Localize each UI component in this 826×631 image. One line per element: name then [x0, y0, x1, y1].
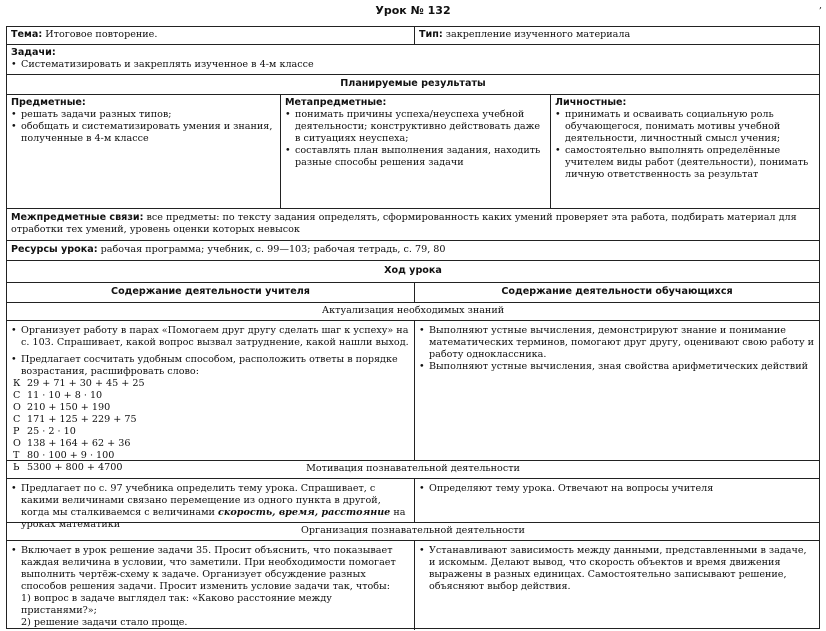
results-meta-label: Метапредметные: [285, 97, 387, 108]
expression-text: 25 · 2 · 10 [27, 426, 76, 437]
stage2-teacher-text-b: на уроках математики [21, 507, 406, 530]
stage3-students-item: • Устанавливают зависимость между данными, представленными в задаче, и искомым. Делают вывод, что скорость объектов и время движения выражены в разных единицах. Самостоятельно записывают решение, объясняют выбор действия. [419, 545, 815, 593]
course-header: Ход урока [384, 265, 442, 276]
results-subject-label: Предметные: [11, 97, 86, 108]
expression-text: 29 + 71 + 30 + 45 + 25 [27, 378, 145, 389]
stage3-teacher-cell [7, 541, 415, 630]
stage3-title-row [7, 523, 819, 541]
columns-header-row [7, 283, 819, 303]
teacher-column-header: Содержание деятельности учителя [7, 283, 415, 302]
topic-value: Итоговое повторение. [45, 29, 158, 40]
links-text: все предметы: по тексту задания определять, сформированность каких умений проверяет эта работа, подбирать материал для отработки тех умений, уровень оценки которых невысок [11, 212, 797, 235]
expression-list [11, 378, 410, 474]
stage3-row [7, 541, 819, 630]
expression-letter: Р [13, 426, 20, 437]
expression-letter: Ь [13, 462, 20, 473]
stage1-teacher-item: • Организует работу в парах «Помогаем друг другу сделать шаг к успеху» на с. 103. Спрашивает, какой вопрос вызвал затруднение, какой нашли выход. [11, 325, 410, 349]
expression-letter: К [13, 378, 21, 389]
results-meta-item: • составлять план выполнения задания, находить разные способы решения задачи [285, 145, 546, 169]
stage3-teacher-list-item: 2) решение задачи стало проще. [21, 617, 188, 628]
resources-cell [7, 241, 819, 260]
tasks-cell [7, 45, 819, 74]
expression-letter: С [13, 390, 21, 401]
expression-text: 171 + 125 + 229 + 75 [27, 414, 137, 425]
students-column-header: Содержание деятельности обучающихся [501, 286, 733, 297]
topic-row [7, 27, 819, 45]
stage1-students-item: • Выполняют устные вычисления, демонстрируют знание и понимание математических терминов, помогают друг другу, оценивают свою работу и работу одноклассника. [419, 325, 815, 361]
expression-row [11, 414, 410, 426]
stage2-title: Мотивация познавательной деятельности [306, 463, 520, 474]
results-subject-cell [7, 95, 281, 208]
results-meta-item: • понимать причины успеха/неуспеха учебной деятельности; конструктивно действовать даже в ситуациях неуспеха; [285, 109, 546, 145]
results-personal-cell [551, 95, 819, 208]
stage1-teacher-item: • Предлагает сосчитать удобным способом, расположить ответы в порядке возрастания, расшифровать слово: [11, 354, 410, 378]
expression-letter: С [13, 414, 21, 425]
results-personal-label: Личностные: [555, 97, 627, 108]
results-header-row [7, 75, 819, 95]
resources-row [7, 241, 819, 261]
results-header: Планируемые результаты [340, 78, 486, 89]
stage1-title-row [7, 303, 819, 321]
course-header-row [7, 261, 819, 283]
stage2-teacher-text-a: Предлагает по с. 97 учебника определить тему урока. Спрашивает, с какими величинами связано перемещение из одного пункта в другой, когда мы сталкиваемся с величинами [21, 483, 381, 518]
links-label: Межпредметные связи: [11, 212, 144, 223]
results-personal-item: • самостоятельно выполнять определённые учителем виды работ (деятельности), понимать личную ответственность за результат [555, 145, 815, 181]
stage3-students-cell [415, 541, 819, 630]
stage2-teacher-cell [7, 479, 415, 530]
stage1-teacher-cell [7, 321, 415, 473]
lesson-plan-table [6, 26, 820, 629]
expression-letter: Т [13, 450, 20, 461]
tasks-label: Задачи: [11, 47, 56, 58]
expression-row [11, 426, 410, 438]
results-personal-item: • принимать и осваивать социальную роль обучающегося, понимать мотивы учебной деятельности, личностный смысл учения; [555, 109, 815, 145]
expression-letter: О [13, 402, 21, 413]
type-label: Тип: [419, 29, 443, 40]
type-cell [415, 27, 819, 44]
stage2-title-row [7, 461, 819, 479]
expression-row [11, 378, 410, 390]
stage1-students-item: • Выполняют устные вычисления, зная свойства арифметических действий [419, 361, 815, 373]
stage2-teacher-emphasis: скорость, время, расстояние [218, 507, 391, 518]
tasks-row [7, 45, 819, 75]
stage1-students-cell [415, 321, 819, 460]
results-row [7, 95, 819, 209]
results-subject-item: • решать задачи разных типов; [11, 109, 276, 121]
type-value: закрепление изученного материала [445, 29, 631, 40]
stage2-row [7, 479, 819, 530]
expression-row [11, 390, 410, 402]
topic-label: Тема: [11, 29, 43, 40]
expression-text: 11 · 10 + 8 · 10 [27, 390, 103, 401]
tasks-item: • Систематизировать и закреплять изученное в 4-м классе [11, 59, 815, 71]
links-row [7, 209, 819, 241]
expression-row [11, 438, 410, 450]
resources-label: Ресурсы урока: [11, 244, 98, 255]
links-cell [7, 209, 819, 240]
results-meta-cell [281, 95, 551, 208]
topic-cell [7, 27, 415, 44]
expression-row [11, 402, 410, 414]
stage3-teacher-item: • Включает в урок решение задачи 35. Просит объяснить, что показывает каждая величина в условии, что заметили. При необходимости помогает выполнить чертёж-схему к задаче. Организует обсуждение разных способов решения задачи. Просит изменить условие задачи так, чтобы: [11, 545, 410, 593]
resources-text: рабочая программа; учебник, с. 99—103; рабочая тетрадь, с. 79, 80 [100, 244, 446, 255]
expression-text: 5300 + 800 + 4700 [27, 462, 123, 473]
stage2-students-item: • Определяют тему урока. Отвечают на вопросы учителя [419, 483, 815, 495]
stage2-students-cell [415, 479, 819, 522]
results-subject-item: • обобщать и систематизировать умения и знания, полученные в 4-м классе [11, 121, 276, 145]
stage1-title: Актуализация необходимых знаний [321, 305, 505, 316]
page-mark: , [819, 1, 822, 11]
stage3-teacher-list-item: 1) вопрос в задаче выглядел так: «Каково расстояние между пристанями?»; [21, 593, 332, 616]
page-title: Урок № 132 [375, 4, 451, 17]
expression-text: 210 + 150 + 190 [27, 402, 111, 413]
expression-letter: О [13, 438, 21, 449]
stage3-title: Организация познавательной деятельности [301, 525, 525, 536]
expression-text: 138 + 164 + 62 + 36 [27, 438, 131, 449]
expression-text: 80 · 100 + 9 · 100 [27, 450, 115, 461]
